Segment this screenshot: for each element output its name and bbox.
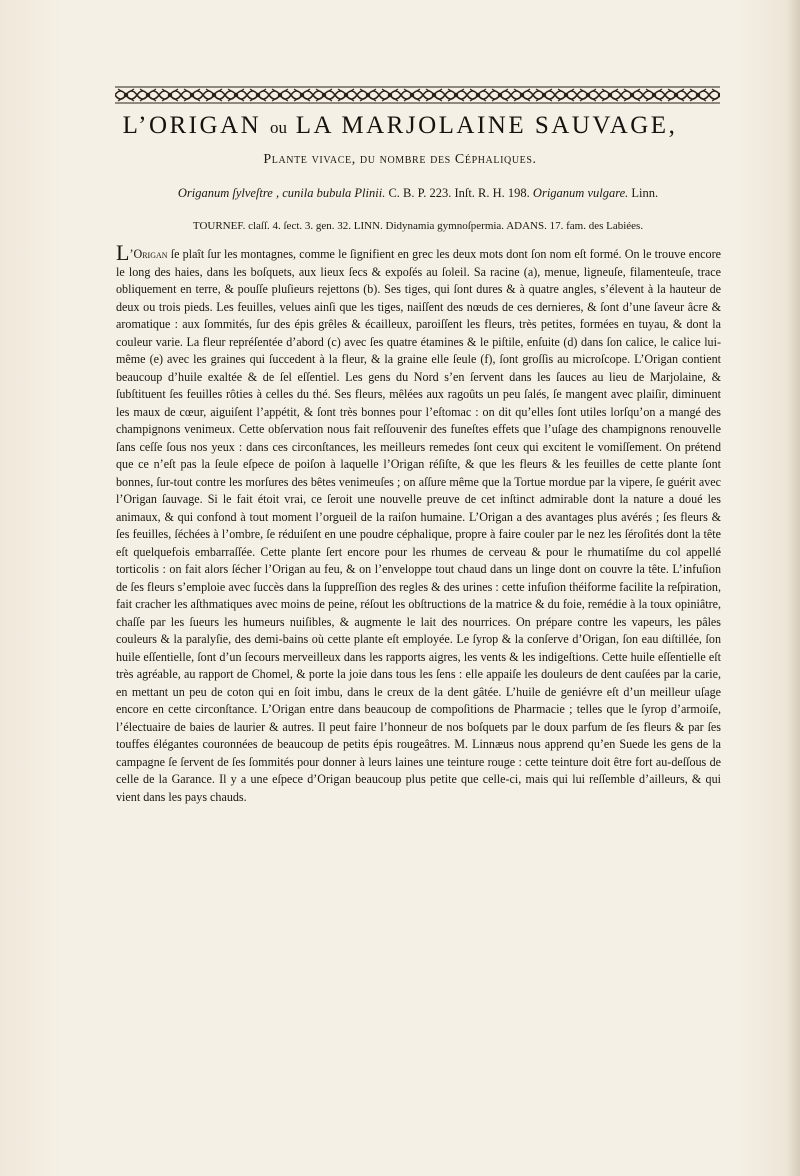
synonym-refs: C. B. P. 223. Inſt. R. H. 198. bbox=[385, 186, 533, 200]
ornament-band bbox=[115, 85, 720, 105]
synonyms-line bbox=[118, 186, 718, 201]
page-title bbox=[60, 112, 740, 140]
subtitle: Plante vivace, du nombre des Céphaliques. bbox=[263, 152, 537, 167]
drop-cap: L bbox=[116, 240, 130, 265]
lead-word: ’Origan bbox=[129, 247, 168, 261]
body-paragraph bbox=[116, 240, 721, 806]
synonym-linnaeus: Origanum vulgare. bbox=[532, 186, 629, 200]
ornament-border-graphic bbox=[115, 85, 720, 105]
classification-line: TOURNEF. claſſ. 4. ſect. 3. gen. 32. LINN. Didynamia gymnoſpermia. ADANS. 17. fam. des Labiées. bbox=[192, 220, 644, 232]
synonym-linn: Linn. bbox=[628, 186, 659, 200]
synonym-latin: Origanum ſylveſtre , cunila bubula Plinii. bbox=[177, 186, 386, 200]
page-edge-shadow bbox=[786, 0, 800, 1176]
title-part1: L’ORIGAN bbox=[122, 112, 262, 139]
body-text: ſe plaît ſur les montagnes, comme le ſignifient en grec les deux mots dont ſon nom eſt formé. On le trouve encore le long des haies, dans les boſquets, aux lieux ſecs & expoſés au ſoleil. Sa racine (a), menue, ligneuſe, filamenteuſe, trace obliquement en terre, & pouſſe pluſieurs rejettons (b). Ses tiges, qui ſont dures & à quatre angles, s’élevent à la hauteur de deux ou trois pieds. Les feuilles, velues ainſi que les tiges, naiſſent des nœuds de ces dernieres, & ſont d’une ſaveur âcre & aromatique : aux ſommités, ſur des épis grêles & écailleux, paroiſſent les fleurs, très petites, formées en tuyau, & dont la couleur varie. La fleur repréſentée d’abord (c) avec ſes quatre étamines & le piſtile, enſuite (d) dans ſon calice, le calice lui-même (e) avec les graines qui ſuccedent à la fleur, & la graine elle ſeule (f), ſont groſſis au microſcope. L’Origan contient beaucoup d’huile exaltée & de ſel eſſentiel. Les gens du Nord s’en ſervent dans les ſauces au lieu de Marjolaine, & ſubſtituent ſes feuilles rôties à celles du thé. Ses fleurs, mêlées aux ragoûts un peu ſalés, ſe mangent avec plaiſir, diminuent les maux de cœur, aiguiſent l’appétit, & ſont très bonnes pour l’eſtomac : on dit qu’elles ſont utiles lorſqu’on a mangé des champignons venimeux. Cette obſervation nous fait reſſouvenir des funeſtes effets que l’uſage des champignons renouvelle ſans ceſſe ſous nos yeux : dans ces circonſtances, les meilleurs remedes ſont ceux qui excitent le vomiſſement. On prétend que ce n’eſt pas la ſeule eſpece de poiſon à laquelle l’Origan réſiſte, & que les fleurs & les feuilles de cette plante ſont bonnes, ſur-tout contre les morſures des bêtes venimeuſes ; on aſſure même que la Tortue mordue par la vipere, ſe guérit avec l’Origan ſauvage. Si le fait étoit vrai, ce ſeroit une nouvelle preuve de cet inſtinct admirable dont la nature a doué les animaux, & qui confond à tout moment l’orgueil de la raiſon humaine. L’Origan a des avantages plus avérés ; ſes fleurs & ſes feuilles, ſéchées à l’ombre, ſe réduiſent en une poudre céphalique, propre à faire couler par le nez les ſéroſités dont la tête eſt quelquefois embarraſſée. Cette plante ſert encore pour les rhumes de cerveau & pour le rhumatiſme du col appellé torticolis : on fait alors ſécher l’Origan au feu, & on l’enveloppe tout chaud dans un linge dont on couvre la tête. L’infuſion de ſes fleurs s’emploie avec ſuccès dans la ſuppreſſion des regles & des urines : cette infuſion théiforme facilite la reſpiration, fait cracher les aſthmatiques avec moins de peine, réſout les obſtructions de la matrice & du foie, remédie à la toux opiniâtre, chaſſe par les ſueurs les humeurs nuiſibles, & augmente le lait des nourrices. On prépare contre les vapeurs, les pâles couleurs & la paralyſie, des demi-bains où cette plante eſt employée. Le ſyrop & la conſerve d’Origan, ſon eau diſtillée, ſon huile eſſentielle, ſont d’un ſecours merveilleux dans les rapports aigres, les vents & les indigeſtions. Cette huile eſſentielle eſt très agréable, au rapport de Chomel, & porte la joie dans tous les ſens : elle appaiſe les douleurs de dent cauſées par la carie, en mettant un peu de coton qui en ſoit imbu, dans le creux de la dent gâtée. L’huile de geniévre eſt d’un meilleur uſage encore en cette circonſtance. L’Origan entre dans beaucoup de compoſitions de Pharmacie ; telles que le ſyrop d’armoiſe, l’électuaire de baies de laurier & autres. Il peut faire l’honneur de nos boſquets par le doux parfum de ſes fleurs & par ſes touffes élégantes couronnées de beaucoup de petits épis rougeâtres. M. Linnæus nous apprend qu’en Suede les gens de la campagne ſe ſervent de ſes ſommités pour donner à leurs laines une teinture rouge : cette teinture doit être fort au-deſſous de celle de la Garance. Il y a une eſpece d’Origan beaucoup plus petite que celle-ci, mais qui lui reſſemble d’ailleurs, & qui vient dans les pays chauds. bbox=[116, 247, 721, 804]
title-part2: LA MARJOLAINE SAUVAGE, bbox=[295, 112, 678, 139]
title-conjunction: ou bbox=[269, 118, 287, 137]
